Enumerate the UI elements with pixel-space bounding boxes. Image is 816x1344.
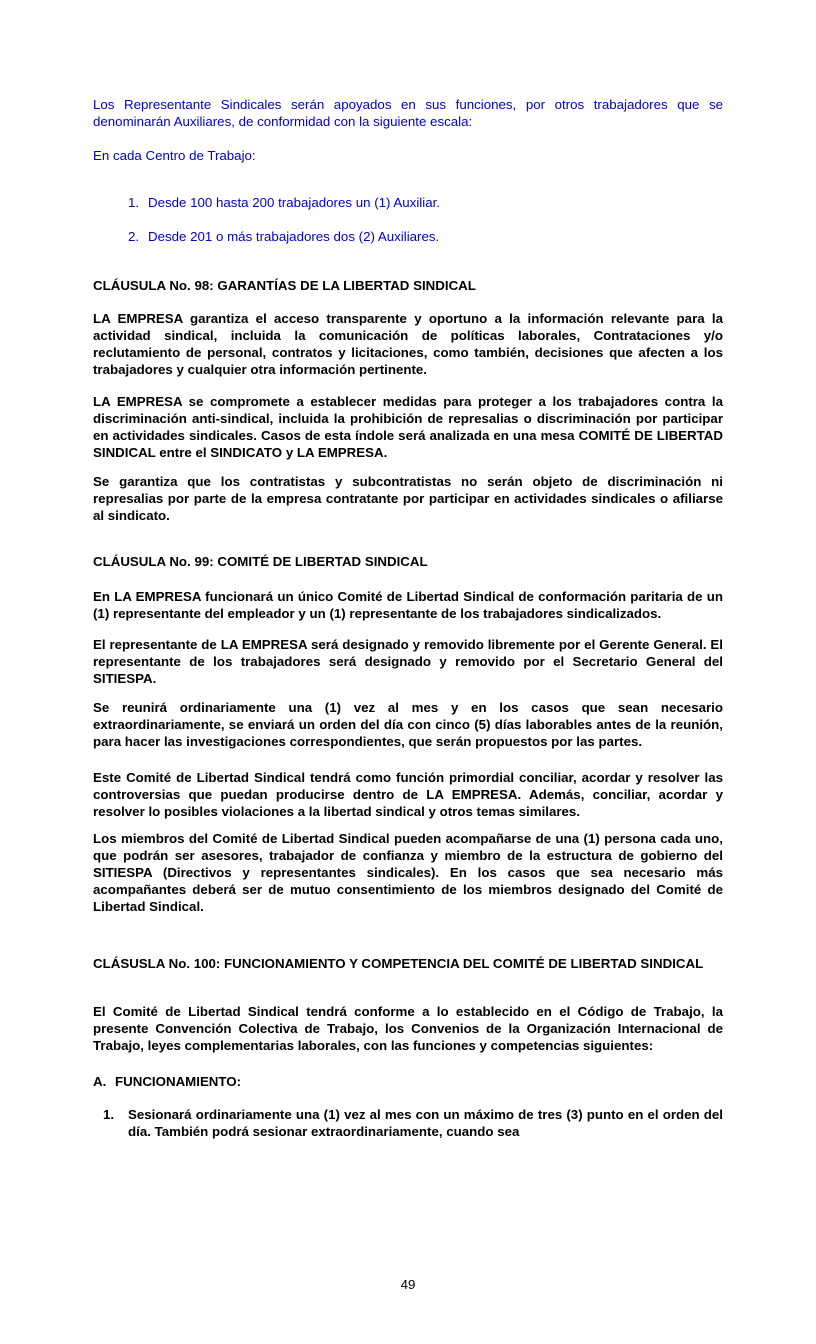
clause-98-paragraph: LA EMPRESA garantiza el acceso transparente y oportuno a la información relevante para la actividad sindical, incluida la comunicación de políticas laborales, Contrataciones y/o reclutamiento de personal, contratos y licitaciones, como también, decisiones que afecten a los trabajadores y cualquier otra información pertinente. (93, 311, 723, 377)
clause-99-paragraph: Los miembros del Comité de Libertad Sindical pueden acompañarse de una (1) persona cada uno, que podrán ser asesores, trabajador de confianza y miembro de la estructura de gobierno del SITIESPA (Directivos y representantes sindicales). En los casos que sea necesario más acompañantes deberá ser de mutuo consentimiento de los miembros designado del Comité de Libertad Sindical. (93, 831, 723, 914)
clause-99-paragraph: En LA EMPRESA funcionará un único Comité de Libertad Sindical de conformación paritaria de un (1) representante del empleador y un (1) representante de los trabajadores sindicalizados. (93, 589, 723, 621)
clause-99-heading: CLÁUSULA No. 99: COMITÉ DE LIBERTAD SINDICAL (93, 554, 428, 569)
intro-subheading: En cada Centro de Trabajo: (93, 148, 256, 163)
clause-100-intro-paragraph: El Comité de Libertad Sindical tendrá conforme a lo establecido en el Código de Trabajo, la presente Convención Colectiva de Trabajo, los Convenios de la Organización Internacional de Trabajo, leyes complementarias laborales, con las funciones y competencias siguientes: (93, 1004, 723, 1053)
list-item-text: Sesionará ordinariamente una (1) vez al mes con un máximo de tres (3) punto en el orden del día. También podrá sesionar extraordinariamente, cuando sea (128, 1107, 723, 1139)
list-item (93, 194, 723, 211)
page-number: 49 (400, 1277, 416, 1292)
clause-99-paragraph: Este Comité de Libertad Sindical tendrá como función primordial conciliar, acordar y resolver las controversias que puedan producirse dentro de LA EMPRESA. Además, conciliar, acordar y resolver lo posibles violaciones a la libertad sindical y otros temas similares. (93, 770, 723, 819)
list-item-text: Desde 201 o más trabajadores dos (2) Auxiliares. (148, 229, 440, 244)
auxiliaries-list (93, 194, 723, 245)
clause-98-heading: CLÁUSULA No. 98: GARANTÍAS DE LA LIBERTAD SINDICAL (93, 278, 476, 293)
functioning-list (93, 1106, 723, 1140)
list-item-text: Desde 100 hasta 200 trabajadores un (1) Auxiliar. (148, 195, 440, 210)
clause-100-heading: CLÁSUSLA No. 100: FUNCIONAMIENTO Y COMPETENCIA DEL COMITÉ DE LIBERTAD SINDICAL (93, 956, 704, 971)
list-item-number: 1. (103, 1107, 115, 1122)
intro-paragraph: Los Representante Sindicales serán apoyados en sus funciones, por otros trabajadores que se denominarán Auxiliares, de conformidad con la siguiente escala: (93, 97, 723, 129)
clause-99-paragraph: Se reunirá ordinariamente una (1) vez al mes y en los casos que sean necesario extraordinariamente, se enviará un orden del día con cinco (5) días laborables antes de la reunión, para hacer las investigaciones correspondientes, que serán propuestos por las partes. (93, 700, 723, 749)
section-a-title: FUNCIONAMIENTO: (115, 1074, 242, 1089)
clause-99-paragraph: El representante de LA EMPRESA será designado y removido libremente por el Gerente General. El representante de los trabajadores será designado y removido por el Secretario General del SITIESPA. (93, 637, 723, 686)
clause-98-paragraph: Se garantiza que los contratistas y subcontratistas no serán objeto de discriminación ni represalias por parte de la empresa contratante por participar en actividades sindicales o afiliarse al sindicato. (93, 474, 723, 523)
section-a-label: A. (93, 1074, 107, 1089)
list-item-number: 1. (128, 195, 140, 210)
clause-98-paragraph: LA EMPRESA se compromete a establecer medidas para proteger a los trabajadores contra la discriminación anti-sindical, incluida la prohibición de represalias o discriminación por participar en actividades sindicales. Casos de esta índole será analizada en una mesa COMITÉ DE LIBERTAD SINDICAL entre el SINDICATO y LA EMPRESA. (93, 394, 723, 460)
list-item (93, 228, 723, 245)
list-item-number: 2. (128, 229, 140, 244)
list-item (93, 1106, 723, 1140)
section-a-heading (93, 1073, 723, 1090)
